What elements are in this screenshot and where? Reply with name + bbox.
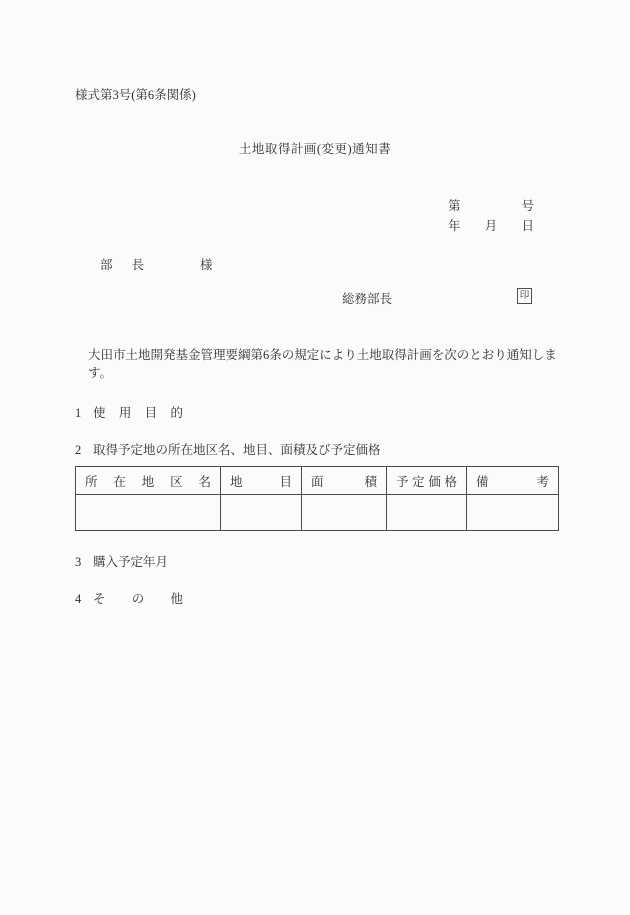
item-2-land-details [75,440,381,458]
item-4-label: そ の 他 [93,592,183,606]
addressee-part-cho: 長 [131,258,145,272]
sender-title: 総務部長 [342,292,393,306]
cell-planned-price [387,495,467,531]
item-1-label: 使 用 目 的 [93,406,183,420]
item-2-number: 2 [75,443,82,457]
date-line [448,216,534,234]
item-3-number: 3 [75,555,82,569]
addressee-honorific: 様 [200,258,213,272]
notification-paragraph: 大田市土地開発基金管理要綱第6条の規定により土地取得計画を次のとおり通知します。 [88,348,557,380]
item-2-label: 取得予定地の所在地区名、地目、面積及び予定価格 [93,443,381,457]
item-3-label: 購入予定年月 [93,555,169,569]
addressee-part-bu: 部 [100,258,113,272]
seal-stamp-box: 印 [517,288,532,304]
doc-number-suffix: 号 [521,199,534,213]
form-number: 様式第3号(第6条関係) [75,88,196,102]
item-1-number: 1 [75,406,82,420]
table-header-row [76,467,559,495]
table-row [76,495,559,531]
cell-land-category [221,495,302,531]
land-details-table [75,466,559,531]
document-number-line [448,196,534,214]
page-title: 土地取得計画(変更)通知書 [238,142,392,156]
col-header-area: 面 積 [302,467,387,495]
cell-remarks [467,495,559,531]
col-header-land-category: 地 目 [221,467,302,495]
col-header-district: 所 在 地 区 名 [76,467,221,495]
item-4-number: 4 [75,592,82,606]
col-header-planned-price: 予 定 価 格 [387,467,467,495]
doc-number-prefix: 第 [448,199,461,213]
cell-district [76,495,221,531]
item-4-other [75,589,183,607]
item-1-purpose [75,403,183,421]
date-month-label: 月 [484,219,498,233]
date-year-label: 年 [448,219,461,233]
col-header-remarks: 備 考 [467,467,559,495]
date-day-label: 日 [521,219,534,233]
item-3-purchase-date [75,552,168,570]
addressee-line [100,255,213,273]
cell-area [302,495,387,531]
